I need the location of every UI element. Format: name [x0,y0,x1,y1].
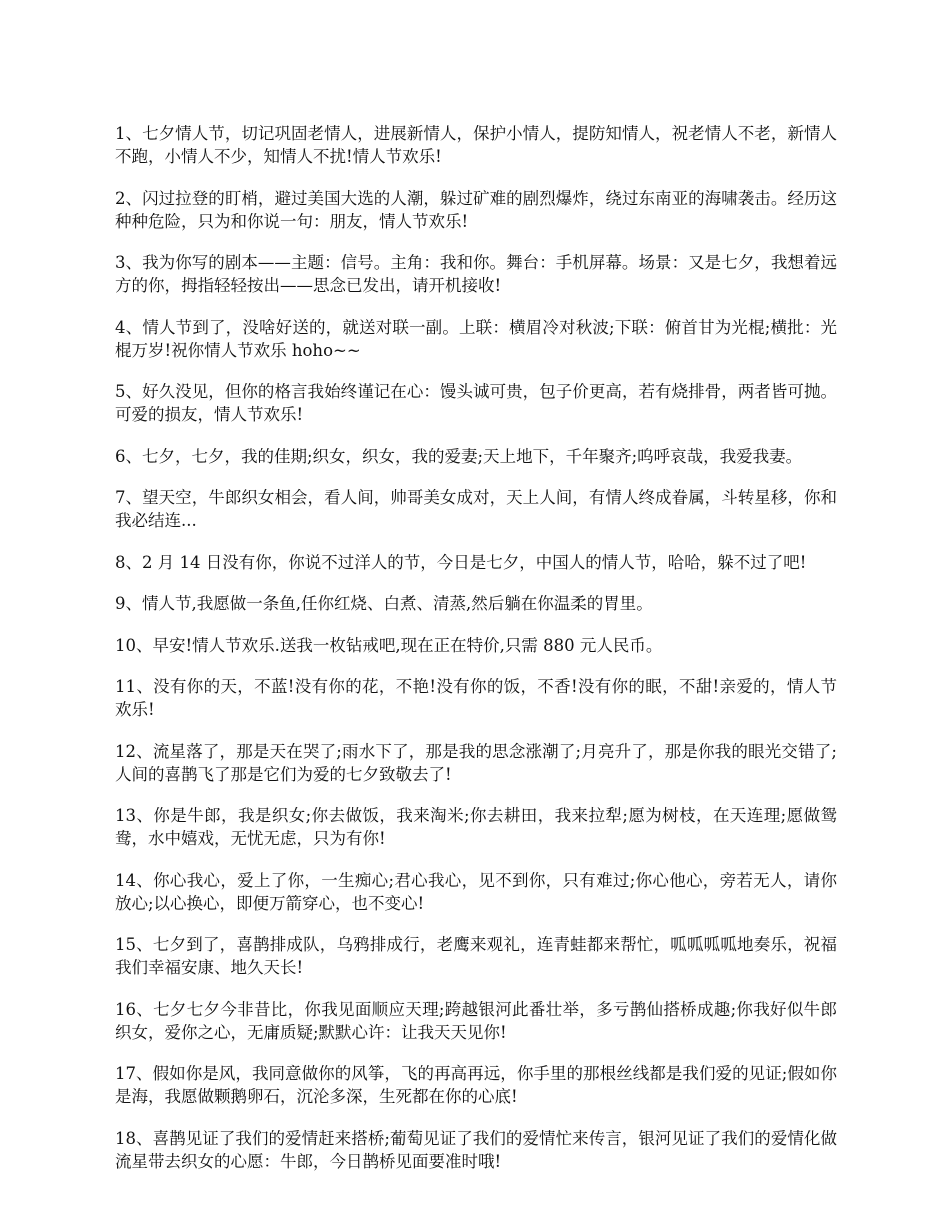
paragraph-5: 5、好久没见，但你的格言我始终谨记在心：馒头诚可贵，包子价更高，若有烧排骨，两者皆可抛。可爱的损友，情人节欢乐! [115,382,837,424]
paragraph-4: 4、情人节到了，没啥好送的，就送对联一副。上联：横眉冷对秋波;下联：俯首甘为光棍;横批：光棍万岁!祝你情人节欢乐 hoho~~ [115,317,837,360]
paragraph-12: 12、流星落了，那是天在哭了;雨水下了，那是我的思念涨潮了;月亮升了，那是你我的眼光交错了;人间的喜鹊飞了那是它们为爱的七夕致敬去了! [115,741,837,784]
paragraph-3: 3、我为你写的剧本——主题：信号。主角：我和你。舞台：手机屏幕。场景：又是七夕，我想着远方的你，拇指轻轻按出——思念已发出，请开机接收! [115,253,837,295]
paragraph-16: 16、七夕七夕今非昔比，你我见面顺应天理;跨越银河此番壮举，多亏鹊仙搭桥成趣;你我好似牛郎织女，爱你之心，无庸质疑;默默心许：让我天天见你! [115,999,837,1042]
paragraph-13: 13、你是牛郎，我是织女;你去做饭，我来淘米;你去耕田，我来拉犁;愿为树枝，在天连理;愿做鸳鸯，水中嬉戏，无忧无虑，只为有你! [115,806,837,848]
paragraph-11: 11、没有你的天，不蓝!没有你的花，不艳!没有你的饭，不香!没有你的眠，不甜!亲爱的，情人节欢乐! [115,677,837,719]
paragraph-17: 17、假如你是风，我同意做你的风筝，飞的再高再远，你手里的那根丝线都是我们爱的见证;假如你是海，我愿做颗鹅卵石，沉沦多深，生死都在你的心底! [115,1064,837,1106]
paragraph-2: 2、闪过拉登的盯梢，避过美国大选的人潮，躲过矿难的剧烈爆炸，绕过东南亚的海啸袭击。经历这种种危险，只为和你说一句：朋友，情人节欢乐! [115,188,837,231]
paragraph-14: 14、你心我心，爱上了你，一生痴心;君心我心，见不到你，只有难过;你心他心，旁若无人，请你放心;以心换心，即便万箭穿心，也不变心! [115,870,837,913]
paragraph-9: 9、情人节,我愿做一条鱼,任你红烧、白煮、清蒸,然后躺在你温柔的胃里。 [115,594,653,613]
paragraph-18: 18、喜鹊见证了我们的爱情赶来搭桥;葡萄见证了我们的爱情忙来传言，银河见证了我们的爱情化做流星带去织女的心愿：牛郎，今日鹊桥见面要准时哦! [115,1128,837,1171]
paragraph-15: 15、七夕到了，喜鹊排成队，乌鸦排成行，老鹰来观礼，连青蛙都来帮忙，呱呱呱呱地奏乐，祝福我们幸福安康、地久天长! [115,935,837,977]
paragraph-6: 6、七夕，七夕，我的佳期;织女，织女，我的爱妻;天上地下，千年聚齐;呜呼哀哉，我爱我妻。 [115,446,803,466]
paragraph-1: 1、七夕情人节，切记巩固老情人，进展新情人，保护小情人，提防知情人，祝老情人不老，新情人不跑，小情人不少，知情人不扰!情人节欢乐! [115,124,837,166]
paragraph-10: 10、早安!情人节欢乐.送我一枚钻戒吧,现在正在特价,只需 880 元人民币。 [115,635,663,655]
paragraph-7: 7、望天空，牛郎织女相会，看人间，帅哥美女成对，天上人间，有情人终成眷属，斗转星移，你和我必结连... [115,488,837,530]
document-body [115,122,837,1191]
paragraph-8: 8、2 月 14 日没有你，你说不过洋人的节，今日是七夕，中国人的情人节，哈哈，躲不过了吧! [115,552,807,572]
